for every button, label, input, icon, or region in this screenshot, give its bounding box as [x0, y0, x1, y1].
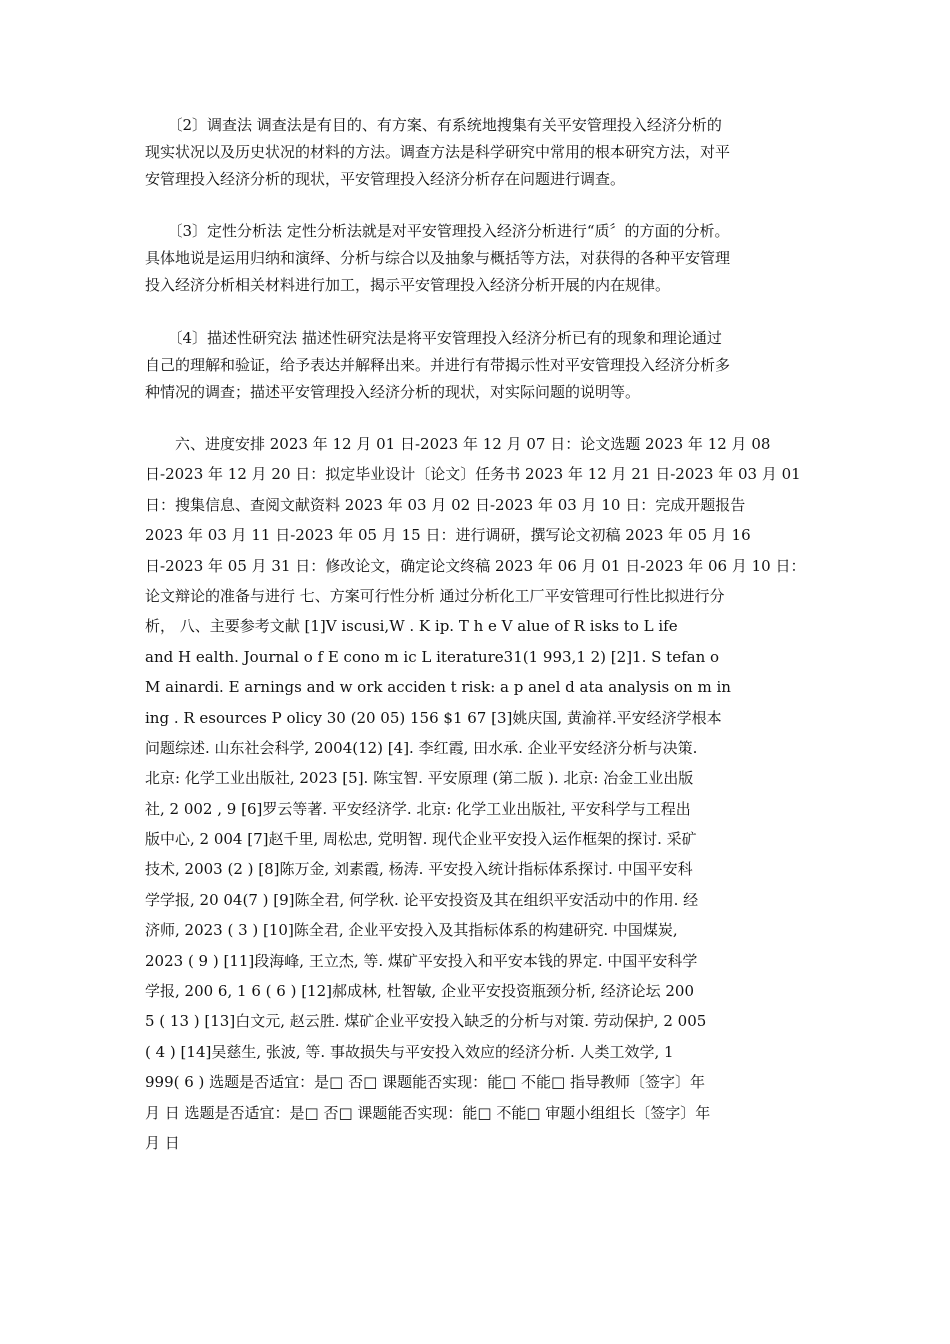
text-line: 999( 6 ) 选题是否适宜：是□ 否□ 课题能否实现：能□ 不能□ 指导教师〔签字〕年 [145, 1073, 705, 1092]
text-line: 自己的理解和验证，给予表达并解释出来。并进行有带揭示性对平安管理投入经济分析多 [145, 356, 731, 374]
text-line: 2023 年 03 月 11 日-2023 年 05 月 15 日：进行调研，撰写论文初稿 2023 年 05 月 16 [145, 526, 751, 545]
text-line: 月 日 [145, 1133, 180, 1152]
text-line: 问题综述. 山东社会科学, 2004(12) [4]. 李红霞, 田水承. 企业平安经济分析与决策. [145, 738, 698, 757]
text-line: 日：搜集信息、查阅文献资料 2023 年 03 月 02 日-2023 年 03 月 10 日：完成开题报告 [145, 495, 746, 514]
text-line: 日-2023 年 12 月 20 日：拟定毕业设计〔论文〕任务书 2023 年 12 月 21 日-2023 年 03 月 01 [145, 465, 801, 484]
text-line: 论文辩论的准备与进行 七、方案可行性分析 通过分析化工厂平安管理可行性比拟进行分 [145, 586, 725, 605]
paragraph-qualitative-method [145, 218, 810, 299]
text-line: 六、进度安排 2023 年 12 月 01 日-2023 年 12 月 07 日：论文选题 2023 年 12 月 08 [145, 435, 771, 453]
text-line: 〔4〕描述性研究法 描述性研究法是将平安管理投入经济分析已有的现象和理论通过 [145, 329, 722, 347]
paragraph-schedule-references [145, 429, 810, 1158]
text-line: M ainardi. E arnings and w ork acciden t risk: a p anel d ata analysis on m in [145, 678, 731, 697]
text-line: and H ealth. Journal o f E cono m ic L iterature31(1 993,1 2) [2]1. S tefan o [145, 647, 720, 666]
text-line: 日-2023 年 05 月 31 日：修改论文，确定论文终稿 2023 年 06 月 01 日-2023 年 06 月 10 日： [145, 556, 806, 575]
text-line: 学报, 200 6, 1 6 ( 6 ) [12]郝成林, 杜智敏, 企业平安投资瓶颈分析, 经济论坛 200 [145, 982, 694, 1001]
text-line: 月 日 选题是否适宜：是□ 否□ 课题能否实现：能□ 不能□ 审题小组组长〔签字〕年 [145, 1103, 711, 1122]
paragraph-descriptive-method [145, 325, 810, 406]
text-line: 〔3〕定性分析法 定性分析法就是对平安管理投入经济分析进行“质〞的方面的分析。 [145, 222, 730, 240]
text-line: 〔2〕调查法 调查法是有目的、有方案、有系统地搜集有关平安管理投入经济分析的 [145, 116, 722, 134]
text-line: 现实状况以及历史状况的材料的方法。调查方法是科学研究中常用的根本研究方法，对平 [145, 143, 731, 161]
text-line: 安管理投入经济分析的现状，平安管理投入经济分析存在问题进行调查。 [145, 170, 626, 188]
text-line: ( 4 ) [14]吴慈生, 张波, 等. 事故损失与平安投入效应的经济分析. 人类工效学, 1 [145, 1042, 674, 1061]
text-line: 社, 2 002 , 9 [6]罗云等著. 平安经济学. 北京: 化学工业出版社, 平安科学与工程出 [145, 799, 691, 818]
text-line: 具体地说是运用归纳和演绎、分析与综合以及抽象与概括等方法，对获得的各种平安管理 [145, 249, 731, 267]
text-line: 析， 八、主要参考文献 [1]V iscusi,W . K ip. T h e V alue of R isks to L ife [145, 617, 678, 636]
text-line: 版中心, 2 004 [7]赵千里, 周松忠, 党明智. 现代企业平安投入运作框架的探讨. 采矿 [145, 830, 697, 849]
text-line: 种情况的调查；描述平安管理投入经济分析的现状，对实际问题的说明等。 [145, 383, 641, 401]
text-line: 投入经济分析相关材料进行加工，揭示平安管理投入经济分析开展的内在规律。 [145, 276, 671, 294]
text-line: 北京: 化学工业出版社, 2023 [5]. 陈宝智. 平安原理 (第二版 ). 北京: 冶金工业出版 [145, 769, 694, 788]
text-line: 济师, 2023 ( 3 ) [10]陈全君, 企业平安投入及其指标体系的构建研究. 中国煤炭, [145, 921, 678, 940]
paragraph-survey-method [145, 112, 810, 193]
text-line: 技术, 2003 (2 ) [8]陈万金, 刘素霞, 杨涛. 平安投入统计指标体系探讨. 中国平安科 [145, 860, 693, 879]
text-line: 学学报, 20 04(7 ) [9]陈全君, 何学秋. 论平安投资及其在组织平安活动中的作用. 经 [145, 890, 699, 909]
text-line: 2023 ( 9 ) [11]段海峰, 王立杰, 等. 煤矿平安投入和平安本钱的界定. 中国平安科学 [145, 951, 698, 970]
text-line: 5 ( 13 ) [13]白文元, 赵云胜. 煤矿企业平安投入缺乏的分析与对策. 劳动保护, 2 005 [145, 1012, 707, 1031]
text-line: ing . R esources P olicy 30 (20 05) 156 $1 67 [3]姚庆国, 黄渝祥.平安经济学根本 [145, 708, 722, 727]
